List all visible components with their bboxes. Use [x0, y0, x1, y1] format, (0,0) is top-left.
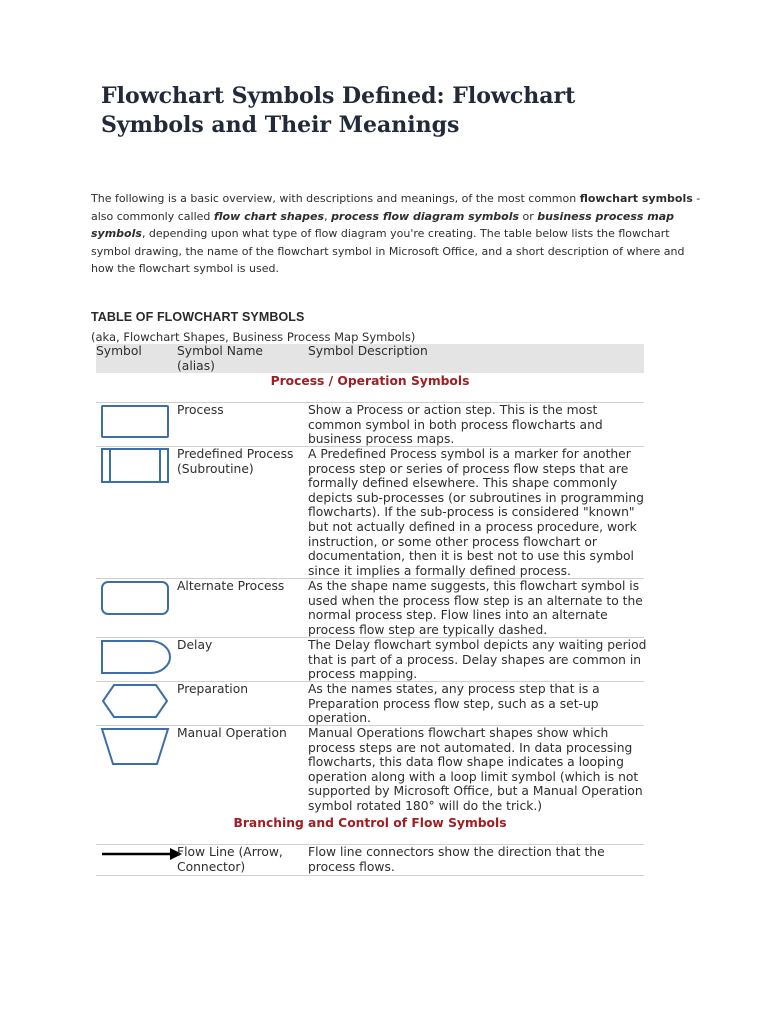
symbol-description: Manual Operations flowchart shapes show which process steps are not automated. In data processing flowcharts, this data flow shape indicates a looping operation along with a loop limit symbol (which is not supported by Microsoft Office, but a Manual Operation symbol rotated 180° will do the trick.) [308, 726, 643, 813]
symbol-description: The Delay flowchart symbol depicts any waiting period that is part of a process. Delay shapes are common in process mapping. [308, 638, 647, 682]
symbol-name: Manual Operation [177, 726, 287, 740]
intro-bold: flowchart symbols [579, 192, 693, 205]
preparation-hexagon-icon [100, 682, 170, 720]
table-row [96, 446, 644, 579]
table-subheading: (aka, Flowchart Shapes, Business Process Map Symbols) [91, 330, 416, 344]
process-rectangle-icon [100, 403, 170, 439]
table-row [96, 844, 644, 876]
predefined-process-icon [100, 447, 170, 485]
section-heading-process: Process / Operation Symbols [270, 374, 470, 388]
column-header-name: Symbol Name (alias) [177, 344, 263, 373]
table-row [96, 681, 644, 726]
intro-text: , depending upon what type of flow diagram you're creating. The table below lists the flowchart symbol drawing, the name of the flowchart symbol in Microsoft Office, and a short description of where and how the flowchart symbol is used. [91, 227, 685, 276]
symbol-name: Process [177, 403, 224, 417]
table-header-row [96, 344, 644, 373]
column-header-symbol: Symbol [96, 344, 142, 358]
table-row [96, 402, 644, 447]
table-bottom-border [96, 875, 644, 876]
symbol-description: Show a Process or action step. This is the most common symbol in both process flowcharts and business process maps. [308, 403, 603, 447]
symbol-description: A Predefined Process symbol is a marker for another process step or series of process flow steps that are formally defined elsewhere. This shape commonly depicts sub-processes (or subroutines in programming flowcharts). If the sub-process is considered "known" but not actually defined in a process procedure, work instruction, or some other process flowchart or documentation, then it is best not to use this symbol since it implies a formally defined process. [308, 447, 644, 578]
symbol-name: Delay [177, 638, 213, 652]
intro-text: or [519, 209, 538, 223]
intro-text: - also commonly called [91, 192, 701, 223]
delay-icon [100, 638, 172, 676]
intro-text: , [324, 209, 332, 223]
symbol-description: Flow line connectors show the direction that the process flows. [308, 845, 605, 874]
intro-bold-italic: process flow diagram symbols [331, 209, 520, 223]
table-row [96, 637, 647, 682]
symbol-name: Preparation [177, 682, 249, 696]
flow-line-arrow-icon [100, 845, 184, 865]
alternate-process-icon [100, 579, 170, 617]
symbol-name: Flow Line (Arrow, Connector) [177, 845, 283, 874]
column-header-description: Symbol Description [308, 344, 428, 358]
intro-paragraph [91, 190, 703, 278]
table-row [96, 578, 644, 638]
symbol-name: Predefined Process (Subroutine) [177, 447, 294, 476]
section-heading-branching: Branching and Control of Flow Symbols [233, 816, 507, 830]
symbol-name: Alternate Process [177, 579, 285, 593]
table-row [96, 725, 644, 816]
symbol-description: As the names states, any process step that is a Preparation process flow step, such as a set-up operation. [308, 682, 600, 726]
intro-text: The following is a basic overview, with descriptions and meanings, of the most common [91, 192, 580, 205]
symbol-description: As the shape name suggests, this flowchart symbol is used when the process flow step is an alternate to the normal process step. Flow lines into an alternate process flow step are typically dashed. [308, 579, 643, 637]
intro-bold-italic: business process map symbols [91, 209, 675, 241]
page-title: Flowchart Symbols Defined: Flowchart Symbols and Their Meanings [101, 83, 576, 138]
intro-bold-italic: flow chart shapes [213, 209, 325, 223]
table-heading: TABLE OF FLOWCHART SYMBOLS [91, 310, 305, 324]
manual-operation-icon [100, 726, 172, 768]
